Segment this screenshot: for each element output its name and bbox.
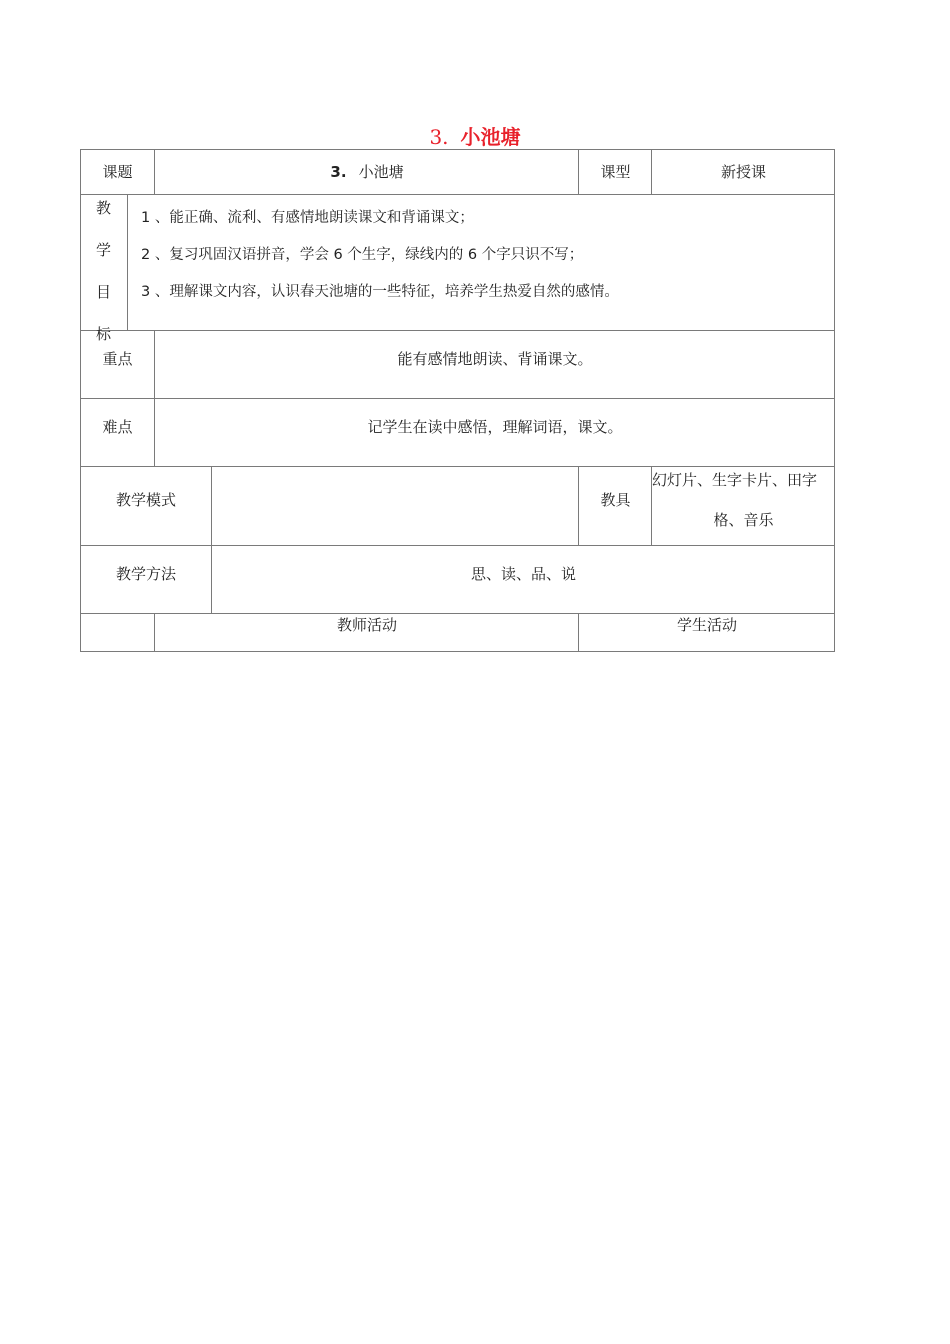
- lesson-plan-table: [80, 149, 835, 652]
- topic-number: 3.: [330, 162, 347, 181]
- lesson-type-value: 新授课: [720, 162, 766, 181]
- teaching-tools-value: [652, 467, 835, 545]
- goal-item: 1 、能正确、流利、有感情地朗读课文和背诵课文；: [141, 210, 474, 226]
- tools-line: 幻灯片、生字卡片、田字: [652, 471, 818, 489]
- key-point-label: 重点: [102, 349, 133, 368]
- table-border-bottom: [80, 651, 835, 652]
- title-number: 3.: [429, 125, 449, 149]
- topic-value: [155, 149, 579, 194]
- goals-label: [80, 195, 127, 343]
- teaching-tools-label: 教具: [600, 491, 631, 509]
- teaching-mode-value: [212, 467, 579, 533]
- goals-label-char: 目: [95, 283, 111, 301]
- goals-label-char: 标: [95, 325, 111, 343]
- difficulty-value: 记学生在读中感悟，理解词语，课文。: [367, 417, 623, 436]
- difficulty-label: 难点: [102, 417, 133, 436]
- goals-label-char: 教: [95, 199, 111, 217]
- goals-label-char: 学: [95, 241, 111, 259]
- title-text: 小池塘: [460, 125, 521, 149]
- goal-item: 2 、复习巩固汉语拼音，学会 6 个生字，绿线内的 6 个字只识不写；: [141, 247, 584, 263]
- page-title: [0, 124, 950, 150]
- teacher-activity-header: 教师活动: [336, 616, 397, 634]
- goals-row: [80, 195, 835, 343]
- teaching-method-label: 教学方法: [115, 565, 176, 583]
- goal-item: 3 、理解课文内容，认识春天池塘的一些特征，培养学生热爱自然的感情。: [141, 284, 619, 300]
- topic-label: 课题: [102, 162, 133, 181]
- lesson-type-label: 课型: [600, 162, 631, 181]
- goals-list: [141, 205, 831, 316]
- student-activity-header: 学生活动: [676, 616, 737, 634]
- teaching-mode-label: 教学模式: [115, 491, 176, 509]
- tools-line: 格、音乐: [713, 511, 774, 529]
- key-point-value: 能有感情地朗读、背诵课文。: [397, 349, 593, 368]
- topic-text: 小池塘: [358, 162, 404, 181]
- teaching-method-value: 思、读、品、说: [470, 565, 576, 583]
